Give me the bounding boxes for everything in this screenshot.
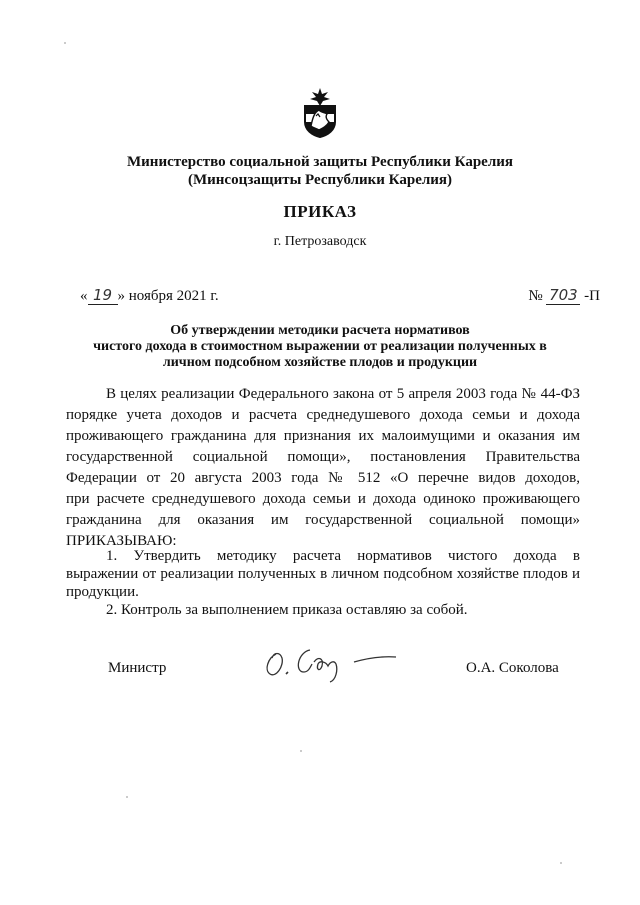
item-line: 2. Контроль за выполнением приказа оставляю за собой.	[106, 602, 468, 618]
ministry-name: Министерство социальной защиты Республики Карелия	[127, 154, 513, 170]
item-line: 1. Утвердить методику расчета нормативов чистого дохода в	[106, 548, 580, 564]
date-day-handwritten: 19	[88, 286, 118, 305]
order-subject-line: чистого дохода в стоимостном выражении от реализации полученных в	[93, 339, 547, 354]
preamble-line: государственной социальной помощи», постановления Правительства	[66, 449, 580, 465]
number-suffix: -П	[584, 288, 600, 304]
preamble-line: порядке учета доходов и расчета среднедушевого дохода семьи и дохода	[66, 407, 580, 423]
document-city: г. Петрозаводск	[273, 234, 367, 249]
preamble-line: ПРИКАЗЫВАЮ:	[66, 533, 177, 549]
preamble-line: при расчете среднедушевого дохода семьи и дохода одиноко проживающего	[66, 491, 580, 507]
order-date	[80, 286, 219, 305]
date-open-quote: «	[80, 288, 88, 304]
handwritten-signature-icon	[258, 636, 408, 686]
date-month-year: » ноября 2021 г.	[117, 288, 219, 304]
order-number	[528, 286, 600, 305]
item-line: выражении от реализации полученных в личном подсобном хозяйстве плодов и	[66, 566, 580, 582]
order-item-1	[66, 547, 580, 601]
number-value-handwritten: 703	[546, 286, 580, 305]
scan-speck	[560, 862, 562, 864]
scan-speck	[126, 796, 128, 798]
ministry-short-name: (Минсоцзащиты Республики Карелия)	[187, 172, 453, 188]
order-subject-line: Об утверждении методики расчета нормативов	[170, 323, 470, 338]
preamble-line: В целях реализации Федерального закона от 5 апреля 2003 года № 44-ФЗ	[106, 386, 580, 402]
order-item-2	[66, 601, 580, 619]
number-prefix: №	[528, 288, 543, 304]
order-subject-line: личном подсобном хозяйстве плодов и продукции	[162, 355, 478, 370]
signatory-title: Министр	[108, 660, 167, 676]
document-type-title: ПРИКАЗ	[283, 202, 357, 221]
item-line: продукции.	[66, 584, 139, 600]
preamble-paragraph	[66, 384, 580, 552]
preamble-line: Федерации от 20 августа 2003 года № 512 «О перечне видов доходов,	[66, 470, 580, 486]
preamble-line: гражданина для оказания им государственной социальной помощи»	[66, 512, 580, 528]
karelia-coat-of-arms-icon	[301, 86, 339, 138]
preamble-line: проживающего гражданина для признания их малоимущими и оказания им	[66, 428, 580, 444]
scan-speck	[300, 750, 302, 752]
scan-speck	[64, 42, 66, 44]
signatory-name: О.А. Соколова	[466, 660, 559, 676]
